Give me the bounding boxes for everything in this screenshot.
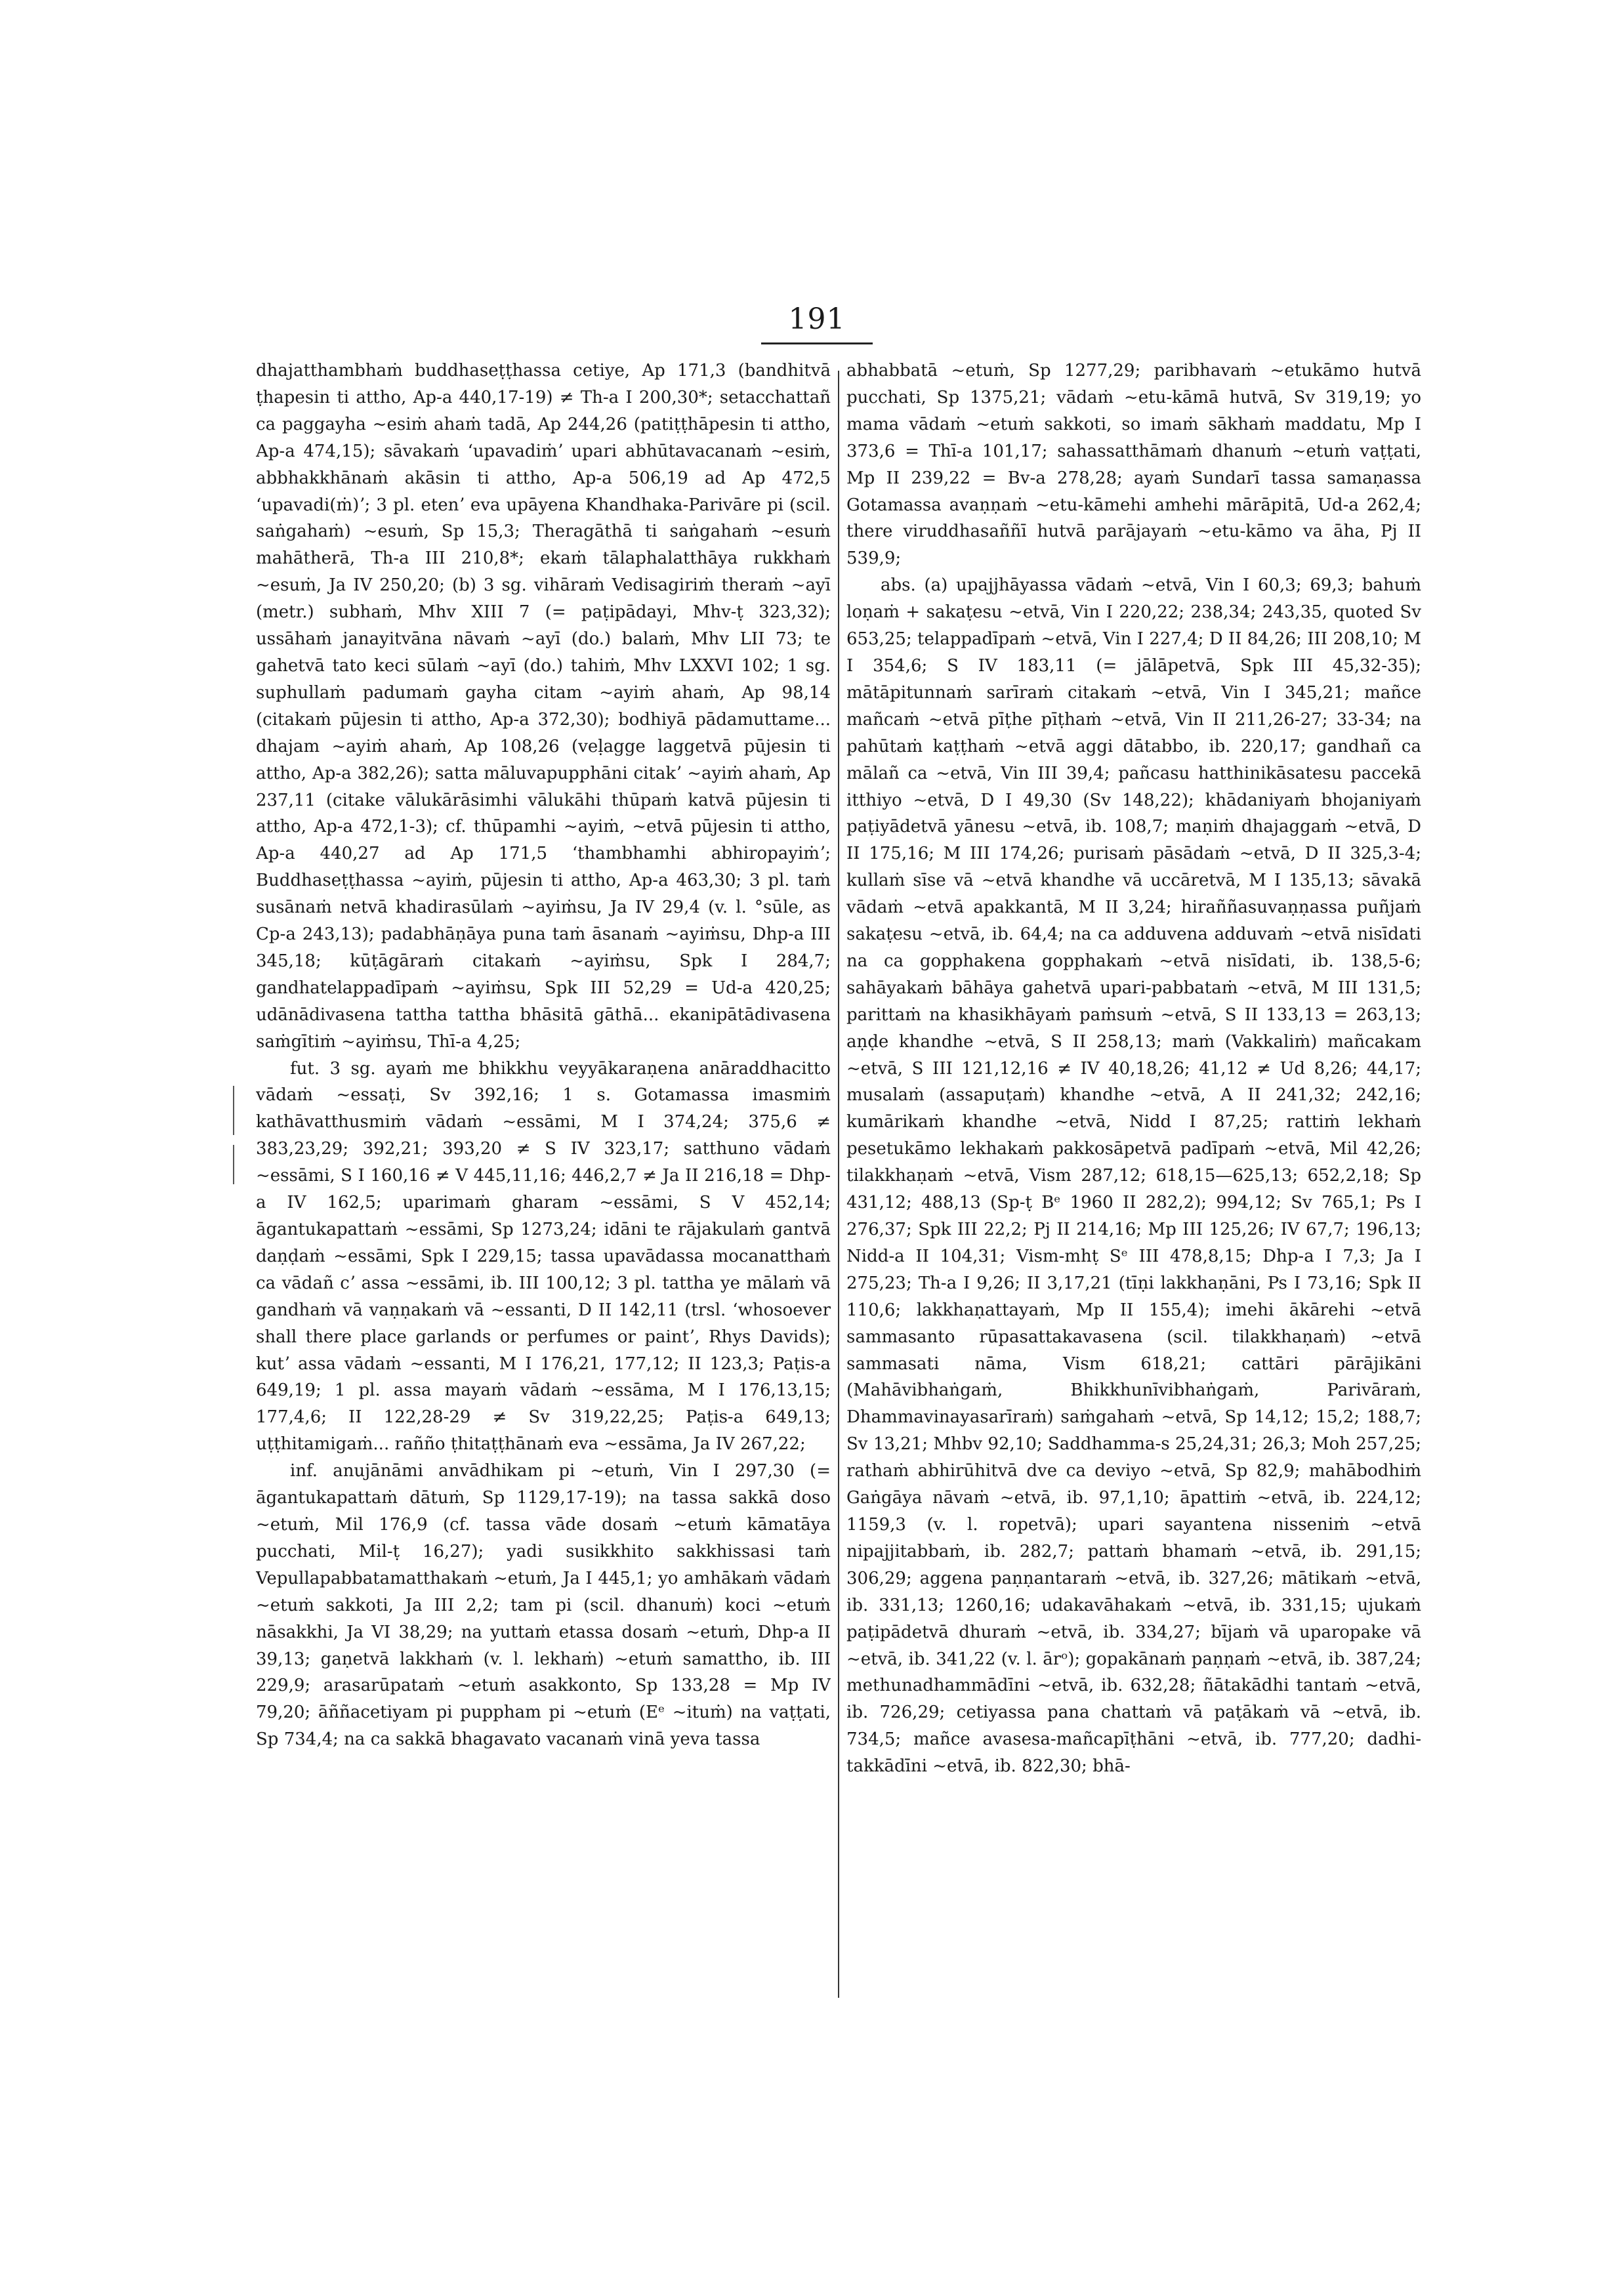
left-paragraph-1: dhajatthambhaṁ buddhaseṭṭhassa cetiye, Ap 171,3 (bandhitvā ṭhapesin ti attho, Ap-a 440,17-19) ≠ Th-a I 200,30*; setacchattañ ca paggayha ~esiṁ ahaṁ tadā, Ap 244,26 (patiṭṭhāpesin ti attho, Ap-a 474,15); sāvakaṁ ʻupavadiṁʼ upari abhūtavacanaṁ ~esiṁ, abbhakkhānaṁ akāsin ti attho, Ap-a 506,19 ad Ap 472,5 ʻupavadi(ṁ)ʼ; 3 pl. etenʼ eva upāyena Khandhaka-Parivāre pi (scil. saṅgahaṁ) ~esuṁ, Sp 15,3; Theragāthā ti saṅgahaṁ ~esuṁ mahātherā, Th-a III 210,8*; ekaṁ tālaphalatthāya rukkhaṁ ~esuṁ, Ja IV 250,20; (b) 3 sg. vihāraṁ Vedisagiriṁ theraṁ ~ayī (metr.) subhaṁ, Mhv XIII 7 (= paṭipādayi, Mhv-ṭ 323,32); ussāhaṁ janayitvāna nāvaṁ ~ayī (do.) balaṁ, Mhv LII 73; te gahetvā tato keci sūlaṁ ~ayī (do.) tahiṁ, Mhv LXXVI 102; 1 sg. suphullaṁ padumaṁ gayha citam ~ayiṁ ahaṁ, Ap 98,14 (citakaṁ pūjesin ti attho, Ap-a 372,30); bodhiyā pādamuttame... dhajam ~ayiṁ ahaṁ, Ap 108,26 (veḷagge laggetvā pūjesin ti attho, Ap-a 382,26); satta māluvapupphāni citakʼ ~ayiṁ ahaṁ, Ap 237,11 (citake vālukārāsimhi vālukāhi thūpaṁ katvā pūjesin ti attho, Ap-a 472,1-3); cf. thūpamhi ~ayiṁ, ~etvā pūjesin ti attho, Ap-a 440,27 ad Ap 171,5 ʻthambhamhi abhiropayiṁʼ; Buddhaseṭṭhassa ~ayiṁ, pūjesin ti attho, Ap-a 463,30; 3 pl. taṁ susānaṁ netvā khadirasūlaṁ ~ayiṁsu, Ja IV 29,4 (v. l. °sūle, as Cp-a 243,13); padabhāṇāya puna taṁ āsanaṁ ~ayiṁsu, Dhp-a III 345,18; kūṭāgāraṁ citakaṁ ~ayiṁsu, Spk I 284,7; gandhatelappadīpaṁ ~ayiṁsu, Spk III 52,29 = Ud-a 420,25; udānādivasena tattha tattha bhāsitā gāthā... ekanipātādivasena saṁgītiṁ ~ayiṁsu, Thī-a 4,25; [256,361,831,1052]
page-number: 191 [788,302,846,336]
left-column [256,358,831,2001]
column-divider [838,371,839,1998]
right-paragraph-2: abs. (a) upajjhāyassa vādaṁ ~etvā, Vin I 60,3; 69,3; bahuṁ loṇaṁ + sakaṭesu ~etvā, Vin I 220,22; 238,34; 243,35, quoted Sv 653,25; telappadīpaṁ ~etvā, Vin I 227,4; D II 84,26; III 208,10; M I 354,6; S IV 183,11 (= jālāpetvā, Spk III 45,32-35); mātāpitunnaṁ sarīraṁ citakaṁ ~etvā, Vin I 345,21; mañce mañcaṁ ~etvā pīṭhe pīṭhaṁ ~etvā, Vin II 211,26-27; 33-34; na pahūtaṁ kaṭṭhaṁ ~etvā aggi dātabbo, ib. 220,17; gandhañ ca mālañ ca ~etvā, Vin III 39,4; pañcasu hatthinikāsatesu paccekā itthiyo ~etvā, D I 49,30 (Sv 148,22); khādaniyaṁ bhojaniyaṁ paṭiyādetvā yānesu ~etvā, ib. 108,7; maṇiṁ dhajaggaṁ ~etvā, D II 175,16; M III 174,26; purisaṁ pāsādaṁ ~etvā, D II 325,3-4; kullaṁ sīse vā ~etvā khandhe vā uccāretvā, M I 135,13; sāvakā vādaṁ ~etvā apakkantā, M II 3,24; hiraññasuvaṇṇassa puñjaṁ sakaṭesu ~etvā, ib. 64,4; na ca adduvena adduvaṁ ~etvā nisīdati na ca gopphakena gopphakaṁ ~etvā nisīdati, ib. 138,5-6; sahāyakaṁ bāhāya gahetvā upari-pabbataṁ ~etvā, M III 131,5; parittaṁ na khasikhāyaṁ paṁsuṁ ~etvā, S II 133,13 = 263,13; aṇḍe khandhe ~etvā, S II 258,13; maṁ (Vakkaliṁ) mañcakam ~etvā, S III 121,12,16 ≠ IV 40,18,26; 41,12 ≠ Ud 8,26; 44,17; musalaṁ (assapuṭaṁ) khandhe ~etvā, A II 241,32; 242,16; kumārikaṁ khandhe ~etvā, Nidd I 87,25; rattiṁ lekhaṁ pesetukāmo lekhakaṁ pakkosāpetvā padīpaṁ ~etvā, Mil 42,26; tilakkhaṇaṁ ~etvā, Vism 287,12; 618,15—625,13; 652,2,18; Sp 431,12; 488,13 (Sp-ṭ Bᵉ 1960 II 282,2); 994,12; Sv 765,1; Ps I 276,37; Spk III 22,2; Pj II 214,16; Mp III 125,26; IV 67,7; 196,13; Nidd-a II 104,31; Vism-mhṭ Sᵉ III 478,8,15; Dhp-a I 7,3; Ja I 275,23; Th-a I 9,26; II 3,17,21 (tīṇi lakkhaṇāni, Ps I 73,16; Spk II 110,6; lakkhaṇattayaṁ, Mp II 155,4); imehi ākārehi ~etvā sammasanto rūpasattakavasena (scil. tilakkhaṇaṁ) ~etvā sammasati nāma, Vism 618,21; cattāri pārājikāni (Mahāvibhaṅgaṁ, Bhikkhunīvibhaṅgaṁ, Parivāraṁ, Dhammavinayasarīraṁ) saṁgahaṁ ~etvā, Sp 14,12; 15,2; 188,7; Sv 13,21; Mhbv 92,10; Saddhamma-s 25,24,31; 26,3; Moh 257,25; rathaṁ abhirūhitvā dve ca deviyo ~etvā, Sp 82,9; mahābodhiṁ Gaṅgāya nāvaṁ ~etvā, ib. 97,1,10; āpattiṁ ~etvā, ib. 224,12; 1159,3 (v. l. ropetvā); upari sayantena nisseniṁ ~etvā nipajjitabbaṁ, ib. 282,7; pattaṁ bhamaṁ ~etvā, ib. 291,15; 306,29; aggena paṇṇantaraṁ ~etvā, ib. 327,26; mātikaṁ ~etvā, ib. 331,13; 1260,16; udakavāhakaṁ ~etvā, ib. 331,15; ujukaṁ paṭipādetvā dhuraṁ ~etvā, ib. 334,27; bījaṁ vā uparopake vā ~etvā, ib. 341,22 (v. l. ārᵒ); gopakānaṁ paṇṇaṁ ~etvā, ib. 387,24; methunadhammādīni ~etvā, ib. 632,28; ñātakādhi tantaṁ ~etvā, ib. 726,29; cetiyassa pana chattaṁ vā paṭākaṁ vā ~etvā, ib. 734,5; mañce avasesa-mañcapīṭhāni ~etvā, ib. 777,20; dadhi-takkādīni ~etvā, ib. 822,30; bhā- [846,575,1421,1777]
right-column [846,358,1421,2001]
margin-mark [233,1145,234,1184]
margin-mark [233,1086,234,1135]
right-paragraph-1: abhabbatā ~etuṁ, Sp 1277,29; paribhavaṁ ~etukāmo hutvā pucchati, Sp 1375,21; vādaṁ ~etu-kāmā hutvā, Sv 319,19; yo mama vādaṁ ~etuṁ sakkoti, so imaṁ sākhaṁ maddatu, Mp I 373,6 = Thī-a 101,17; sahassatthāmaṁ dhanuṁ ~etuṁ vaṭṭati, Mp II 239,22 = Bv-a 278,28; ayaṁ Sundarī tassa samaṇassa Gotamassa avaṇṇaṁ ~etu-kāmehi amhehi mārāpitā, Ud-a 262,4; there viruddhasaññī hutvā parājayaṁ ~etu-kāmo va āha, Pj II 539,9; [846,361,1421,569]
left-paragraph-2: fut. 3 sg. ayaṁ me bhikkhu veyyākaraṇena anāraddhacitto vādaṁ ~essaṭi, Sv 392,16; 1 s. Gotamassa imasmiṁ kathāvatthusmiṁ vādaṁ ~essāmi, M I 374,24; 375,6 ≠ 383,23,29; 392,21; 393,20 ≠ S IV 323,17; satthuno vādaṁ ~essāmi, S I 160,16 ≠ V 445,11,16; 446,2,7 ≠ Ja II 216,18 = Dhp-a IV 162,5; uparimaṁ gharam ~essāmi, S V 452,14; āgantukapattaṁ ~essāmi, Sp 1273,24; idāni te rājakulaṁ gantvā daṇḍaṁ ~essāmi, Spk I 229,15; tassa upavādassa mocanatthaṁ ca vādañ cʼ assa ~essāmi, ib. III 100,12; 3 pl. tattha ye mālaṁ vā gandhaṁ vā vaṇṇakaṁ vā ~essanti, D II 142,11 (trsl. ʻwhosoever shall there place garlands or perfumes or paintʼ, Rhys Davids); kutʼ assa vādaṁ ~essanti, M I 176,21, 177,12; II 123,3; Paṭis-a 649,19; 1 pl. assa mayaṁ vādaṁ ~essāma, M I 176,13,15; 177,4,6; II 122,28-29 ≠ Sv 319,22,25; Paṭis-a 649,13; uṭṭhitamigaṁ... rañño ṭhitaṭṭhānaṁ eva ~essāma, Ja IV 267,22; [256,1058,831,1455]
left-paragraph-3: inf. anujānāmi anvādhikam pi ~etuṁ, Vin I 297,30 (= āgantukapattaṁ dātuṁ, Sp 1129,17-19); na tassa sakkā doso ~etuṁ, Mil 176,9 (cf. tassa vāde dosaṁ ~etuṁ kāmatāya pucchati, Mil-ṭ 16,27); yadi susikkhito sakkhissasi taṁ Vepullapabbatamatthakaṁ ~etuṁ, Ja I 445,1; yo amhākaṁ vādaṁ ~etuṁ sakkoti, Ja III 2,2; tam pi (scil. dhanuṁ) koci ~etuṁ nāsakkhi, Ja VI 38,29; na yuttaṁ etassa dosaṁ ~etuṁ, Dhp-a II 39,13; gaṇetvā lakkhaṁ (v. l. lekhaṁ) ~etuṁ samattho, ib. III 229,9; arasarūpataṁ ~etuṁ asakkonto, Sp 133,28 = Mp IV 79,20; āññacetiyam pi puppham pi ~etuṁ (Eᵉ ~ituṁ) na vaṭṭati, Sp 734,4; na ca sakkā bhagavato vacanaṁ vinā yeva tassa [256,1461,831,1750]
page-number-rule [761,342,873,344]
